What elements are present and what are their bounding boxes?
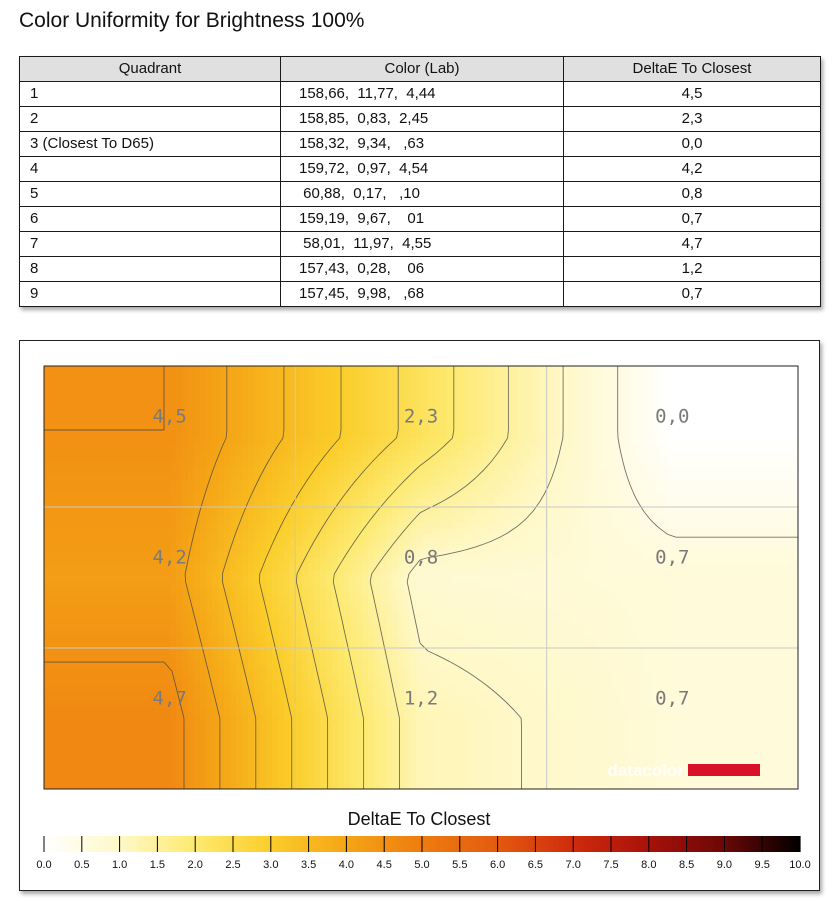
- cell-quadrant: 5: [20, 182, 281, 207]
- table-row: [20, 82, 821, 107]
- color-uniformity-table-container: [19, 56, 821, 307]
- colorbar-tick-label: 9.0: [716, 859, 733, 871]
- datacolor-watermark: datacolor: [607, 761, 684, 780]
- table-row: [20, 232, 821, 257]
- cell-quadrant: 3 (Closest To D65): [20, 132, 281, 157]
- cell-deltae: 2,3: [564, 107, 821, 132]
- cell-value-label: 4,5: [152, 405, 187, 428]
- table-row: [20, 207, 821, 232]
- colorbar-tick-label: 0.5: [74, 859, 90, 871]
- cell-deltae: 4,7: [564, 232, 821, 257]
- column-header-color-lab: Color (Lab): [281, 57, 564, 82]
- cell-deltae: 0,7: [564, 207, 821, 232]
- color-uniformity-table: [19, 56, 821, 307]
- colorbar-tick-label: 5.0: [414, 859, 430, 871]
- colorbar-tick-label: 2.0: [187, 859, 203, 871]
- colorbar-tick-label: 8.0: [641, 859, 657, 871]
- cell-color-lab: 157,45, 9,98, ,68: [281, 282, 564, 307]
- cell-color-lab: 58,01, 11,97, 4,55: [281, 232, 564, 257]
- colorbar-tick-label: 0.0: [36, 859, 52, 871]
- cell-quadrant: 4: [20, 157, 281, 182]
- cell-color-lab: 158,32, 9,34, ,63: [281, 132, 564, 157]
- table-header-row: [20, 57, 821, 82]
- cell-value-label: 0,7: [655, 546, 690, 569]
- cell-color-lab: 159,72, 0,97, 4,54: [281, 157, 564, 182]
- cell-deltae: 4,2: [564, 157, 821, 182]
- table-row: [20, 182, 821, 207]
- cell-quadrant: 2: [20, 107, 281, 132]
- cell-deltae: 4,5: [564, 82, 821, 107]
- table-row: [20, 157, 821, 182]
- page-title: Color Uniformity for Brightness 100%: [19, 9, 365, 32]
- column-header-deltae: DeltaE To Closest: [564, 57, 821, 82]
- cell-value-label: 0,0: [655, 405, 690, 428]
- heatmap-field: [44, 366, 799, 790]
- cell-value-label: 4,7: [152, 687, 187, 710]
- table-row: [20, 132, 821, 157]
- cell-deltae: 0,8: [564, 182, 821, 207]
- colorbar-tick-label: 10.0: [789, 859, 811, 871]
- colorbar-tick-label: 1.0: [111, 859, 128, 871]
- table-row: [20, 107, 821, 132]
- watermark-bar: [688, 764, 760, 776]
- table-body: [20, 82, 821, 307]
- colorbar-tick-label: 3.5: [300, 859, 317, 871]
- cell-quadrant: 6: [20, 207, 281, 232]
- cell-deltae: 0,7: [564, 282, 821, 307]
- colorbar-title: DeltaE To Closest: [347, 809, 491, 829]
- cell-value-label: 0,7: [655, 687, 690, 710]
- colorbar-tick-label: 4.0: [338, 859, 355, 871]
- cell-quadrant: 1: [20, 82, 281, 107]
- cell-quadrant: 9: [20, 282, 281, 307]
- cell-value-label: 2,3: [403, 405, 439, 428]
- cell-value-label: 0,8: [403, 546, 439, 569]
- cell-value-label: 4,2: [152, 546, 187, 569]
- cell-color-lab: 157,43, 0,28, 06: [281, 257, 564, 282]
- column-header-quadrant: Quadrant: [20, 57, 281, 82]
- cell-color-lab: 158,85, 0,83, 2,45: [281, 107, 564, 132]
- colorbar-tick-label: 4.5: [376, 859, 392, 871]
- cell-quadrant: 7: [20, 232, 281, 257]
- table-row: [20, 282, 821, 307]
- colorbar-tick-label: 7.5: [603, 859, 619, 871]
- colorbar-tick-label: 8.5: [678, 859, 695, 871]
- cell-quadrant: 8: [20, 257, 281, 282]
- colorbar-tick-label: 6.5: [527, 859, 544, 871]
- cell-color-lab: 158,66, 11,77, 4,44: [281, 82, 564, 107]
- colorbar-tick-label: 2.5: [225, 859, 241, 871]
- cell-deltae: 0,0: [564, 132, 821, 157]
- colorbar-tick-label: 5.5: [452, 859, 468, 871]
- deltae-heatmap-chart: [20, 341, 819, 890]
- colorbar-tick-label: 9.5: [754, 859, 770, 871]
- cell-color-lab: 159,19, 9,67, 01: [281, 207, 564, 232]
- colorbar-tick-label: 1.5: [149, 859, 166, 871]
- colorbar-tick-label: 7.0: [565, 859, 581, 871]
- colorbar-tick-label: 3.0: [263, 859, 279, 871]
- deltae-chart-panel: [19, 340, 820, 891]
- table-row: [20, 257, 821, 282]
- cell-deltae: 1,2: [564, 257, 821, 282]
- colorbar-tick-label: 6.0: [489, 859, 506, 871]
- cell-color-lab: 60,88, 0,17, ,10: [281, 182, 564, 207]
- cell-value-label: 1,2: [403, 687, 439, 710]
